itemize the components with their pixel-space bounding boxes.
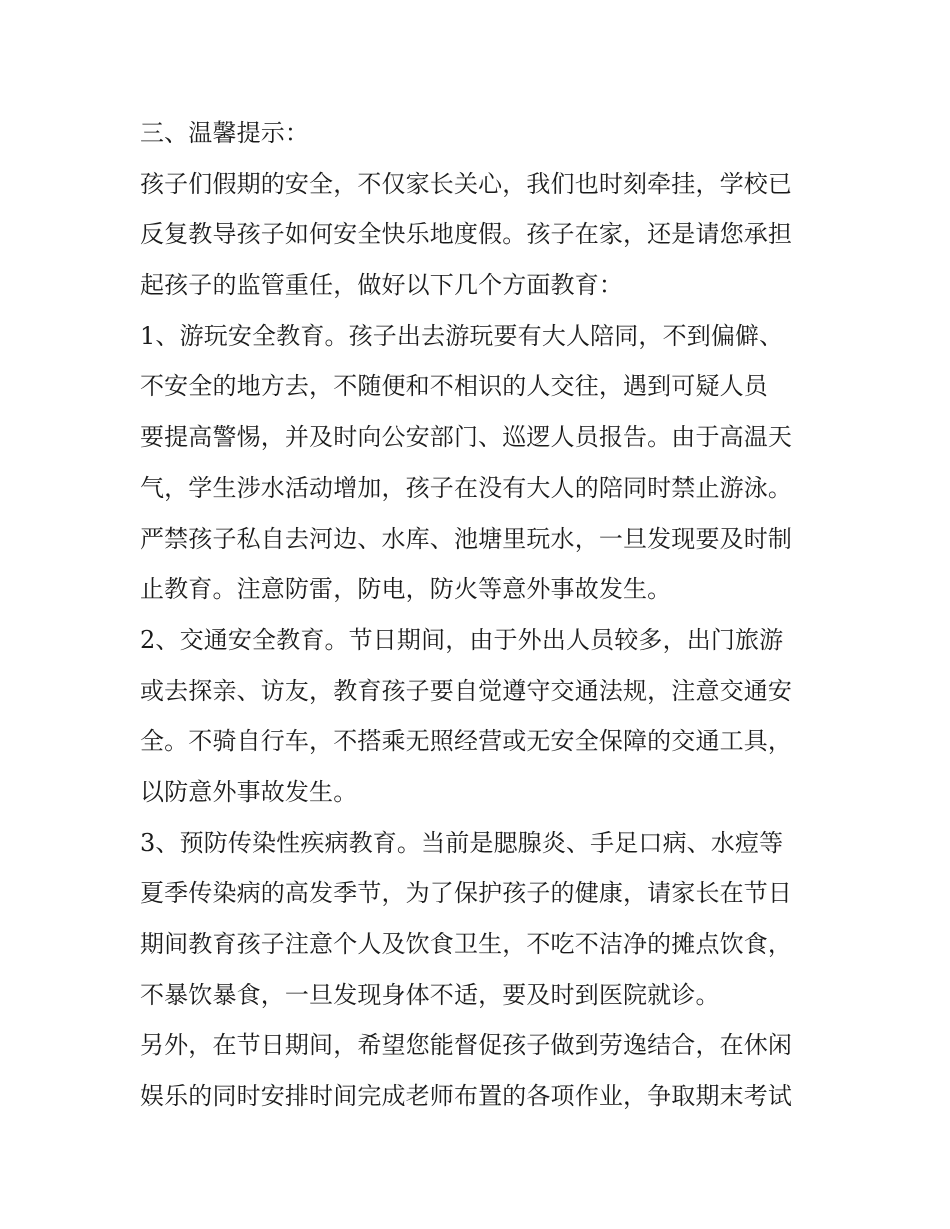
text-line: 以防意外事故发生。 [140, 777, 358, 806]
text-line: 1、游玩安全教育。孩子出去游玩要有大人陪同，不到偏僻、 [140, 321, 784, 350]
document-body [140, 108, 820, 1122]
text-line: 夏季传染病的高发季节，为了保护孩子的健康，请家长在节日 [140, 879, 793, 908]
text-line: 2、交通安全教育。节日期间，由于外出人员较多，出门旅游 [140, 625, 784, 654]
text-line: 要提高警惕，并及时向公安部门、巡逻人员报告。由于高温天 [140, 423, 793, 452]
text-line: 或去探亲、访友，教育孩子要自觉遵守交通法规，注意交通安 [140, 676, 793, 705]
text-line: 娱乐的同时安排时间完成老师布置的各项作业，争取期末考试 [140, 1082, 793, 1111]
text-line: 严禁孩子私自去河边、水库、池塘里玩水，一旦发现要及时制 [140, 524, 793, 553]
text-line: 起孩子的监管重任，做好以下几个方面教育： [140, 271, 623, 300]
text-line: 全。不骑自行车，不搭乘无照经营或无安全保障的交通工具， [140, 727, 793, 756]
section-heading: 三、温馨提示： [140, 119, 310, 147]
text-line: 止教育。注意防雷，防电，防火等意外事故发生。 [140, 575, 672, 604]
text-line: 反复教导孩子如何安全快乐地度假。孩子在家，还是请您承担 [140, 220, 793, 249]
text-line: 气，学生涉水活动增加，孩子在没有大人的陪同时禁止游泳。 [140, 473, 793, 502]
text-line: 不暴饮暴食，一旦发现身体不适，要及时到医院就诊。 [140, 980, 720, 1009]
text-line: 孩子们假期的安全，不仅家长关心，我们也时刻牵挂，学校已 [140, 169, 793, 198]
text-line: 期间教育孩子注意个人及饮食卫生，不吃不洁净的摊点饮食， [140, 930, 793, 958]
text-line: 3、预防传染性疾病教育。当前是腮腺炎、手足口病、水痘等 [140, 828, 784, 857]
text-line: 不安全的地方去，不随便和不相识的人交往，遇到可疑人员 [140, 372, 768, 401]
text-line: 另外，在节日期间，希望您能督促孩子做到劳逸结合，在休闲 [140, 1031, 793, 1060]
